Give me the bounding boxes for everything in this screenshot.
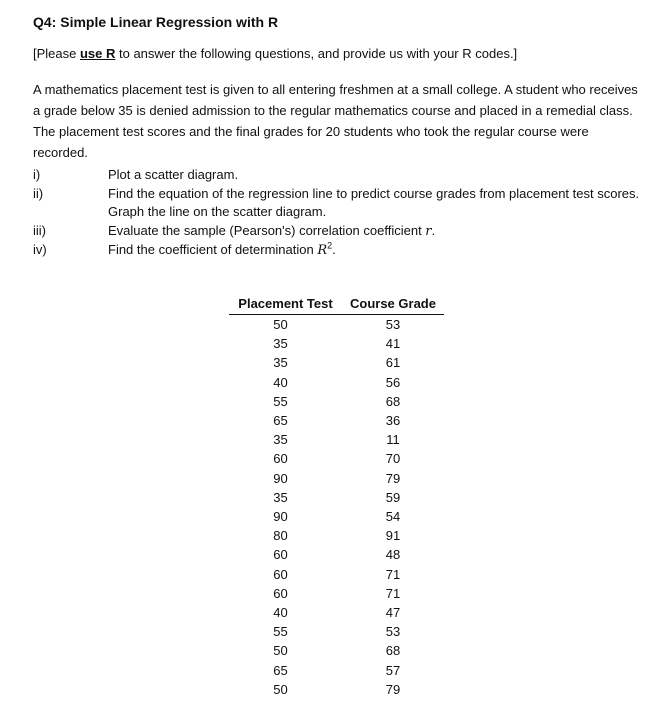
course-grade-cell: 41 <box>385 336 401 352</box>
math-variable-R: R <box>317 243 328 258</box>
question-text: Evaluate the sample (Pearson's) correlation coefficient <box>108 222 426 238</box>
placement-score-cell: 50 <box>273 317 288 332</box>
table-row <box>229 411 444 430</box>
placement-score-cell: 65 <box>273 413 288 429</box>
placement-score-cell: 90 <box>273 470 288 486</box>
question-text: Find the coefficient of determination <box>108 242 318 257</box>
course-grade-cell: 53 <box>385 317 401 332</box>
data-table <box>229 293 444 699</box>
course-grade-cell: 59 <box>385 489 401 505</box>
placement-score-cell: 50 <box>273 681 288 697</box>
course-grade-cell: 61 <box>385 355 401 371</box>
note-prefix: [Please <box>33 46 80 61</box>
placement-score-cell: 80 <box>273 528 288 544</box>
table-row <box>229 353 444 372</box>
table-row <box>229 315 444 335</box>
course-grade-cell: 57 <box>385 662 401 678</box>
table-row <box>229 373 444 392</box>
question-number: iii) <box>33 222 46 238</box>
instruction-note <box>33 46 517 61</box>
placement-score-cell: 35 <box>273 489 288 505</box>
table-row <box>229 526 444 545</box>
course-grade-cell: 48 <box>385 547 401 563</box>
placement-score-cell: 65 <box>273 662 288 678</box>
placement-score-cell: 35 <box>273 355 288 371</box>
placement-score-cell: 60 <box>273 585 288 601</box>
course-grade-cell: 71 <box>385 566 401 582</box>
placement-score-cell: 50 <box>273 643 288 659</box>
placement-score-cell: 90 <box>273 509 288 525</box>
course-grade-cell: 47 <box>385 605 401 621</box>
column-header-placement: Placement Test <box>229 293 342 315</box>
note-emphasis: use R <box>79 46 116 61</box>
course-grade-cell: 54 <box>385 509 401 525</box>
placement-score-cell: 35 <box>273 336 288 352</box>
placement-score-cell: 60 <box>273 547 288 563</box>
table-row <box>229 565 444 584</box>
placement-score-cell: 55 <box>273 624 288 640</box>
course-grade-cell: 68 <box>385 643 401 659</box>
table-row <box>229 334 444 353</box>
note-suffix: to answer the following questions, and provide us with your R codes.] <box>115 46 518 61</box>
table-row <box>229 622 444 641</box>
course-grade-cell: 79 <box>385 470 401 486</box>
question-text-wrap <box>108 222 653 242</box>
table-row <box>229 430 444 449</box>
question-number: ii) <box>33 185 44 201</box>
table-row <box>229 603 444 622</box>
question-number: iv) <box>33 242 47 257</box>
table-row <box>229 584 444 603</box>
course-grade-cell: 91 <box>385 528 401 544</box>
table-row <box>229 641 444 660</box>
placement-score-cell: 55 <box>273 393 288 409</box>
placement-score-cell: 40 <box>273 374 288 390</box>
course-grade-cell: 53 <box>385 624 401 640</box>
course-grade-cell: 71 <box>385 585 401 601</box>
question-text-wrap <box>108 241 653 261</box>
table-row <box>229 680 444 699</box>
course-grade-cell: 11 <box>386 432 400 448</box>
table-row <box>229 507 444 526</box>
question-text: Plot a scatter diagram. <box>108 167 239 182</box>
question-item <box>33 222 653 242</box>
placement-score-cell: 40 <box>273 605 288 621</box>
table-row <box>229 488 444 507</box>
question-item <box>33 166 653 185</box>
course-grade-cell: 70 <box>385 451 401 467</box>
course-grade-cell: 36 <box>385 413 401 429</box>
course-grade-cell: 79 <box>385 681 401 697</box>
question-list <box>33 166 653 261</box>
table-row <box>229 469 444 488</box>
question-item <box>33 241 653 261</box>
question-item <box>33 185 653 222</box>
course-grade-cell: 56 <box>385 374 401 390</box>
table-row <box>229 449 444 468</box>
math-superscript: 2 <box>327 240 333 251</box>
table-body <box>229 315 444 700</box>
table-row <box>229 392 444 411</box>
placement-score-cell: 60 <box>273 451 288 467</box>
question-end: . <box>332 242 336 257</box>
placement-score-cell: 35 <box>273 432 288 448</box>
table-row <box>229 545 444 564</box>
column-header-grade: Course Grade <box>342 293 444 315</box>
course-grade-cell: 68 <box>385 393 401 409</box>
placement-score-cell: 60 <box>273 566 288 582</box>
question-text: Find the equation of the regression line to predict course grades from placement test scores. Graph the line on the scatter diagram. <box>108 185 640 219</box>
table-row <box>229 661 444 680</box>
math-variable-r: r <box>425 223 432 239</box>
question-title: Q4: Simple Linear Regression with R <box>33 14 279 30</box>
problem-description: A mathematics placement test is given to all entering freshmen at a small college. A student who receives a grade below 35 is denied admission to the regular mathematics course and placed in a remedial class. The placement test scores and the final grades for 20 students who took the regular course were recorded. <box>33 82 638 160</box>
question-end: . <box>431 222 436 238</box>
question-number: i) <box>33 167 41 182</box>
table-header-row <box>229 293 444 315</box>
